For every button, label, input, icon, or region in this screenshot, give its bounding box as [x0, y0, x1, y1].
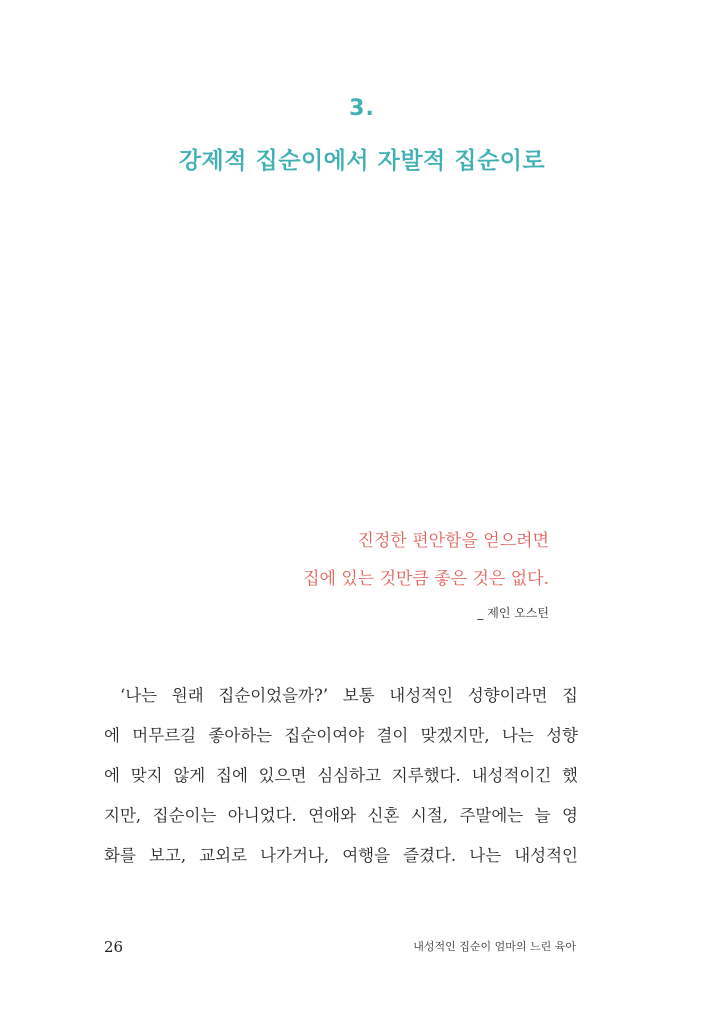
- epigraph-quote: [303, 522, 549, 598]
- epigraph-line-2: 집에 있는 것만큼 좋은 것은 없다.: [303, 569, 549, 589]
- chapter-number: 3.: [349, 96, 375, 121]
- epigraph-source: _ 제인 오스틴: [477, 606, 549, 620]
- epigraph-line-1: 진정한 편안함을 얻으려면: [357, 531, 549, 551]
- chapter-title: 강제적 집순이에서 자발적 집순이로: [178, 148, 546, 174]
- running-footer-book-title: 내성적인 집순이 엄마의 느린 육아: [413, 940, 576, 953]
- body-line-2: 에 머무르길 좋아하는 집순이여야 결이 맞겠지만, 나는 성향: [104, 726, 578, 745]
- body-line-1: ‘나는 원래 집순이었을까?’ 보통 내성적인 성향이라면 집: [120, 686, 578, 705]
- body-paragraph: [104, 676, 578, 876]
- body-line-5: 화를 보고, 교외로 나가거나, 여행을 즐겼다. 나는 내성적인: [104, 846, 578, 865]
- body-line-3: 에 맞지 않게 집에 있으면 심심하고 지루했다. 내성적이긴 했: [104, 766, 578, 785]
- body-line-4: 지만, 집순이는 아니었다. 연애와 신혼 시절, 주말에는 늘 영: [104, 806, 578, 825]
- page-number: 26: [104, 938, 124, 956]
